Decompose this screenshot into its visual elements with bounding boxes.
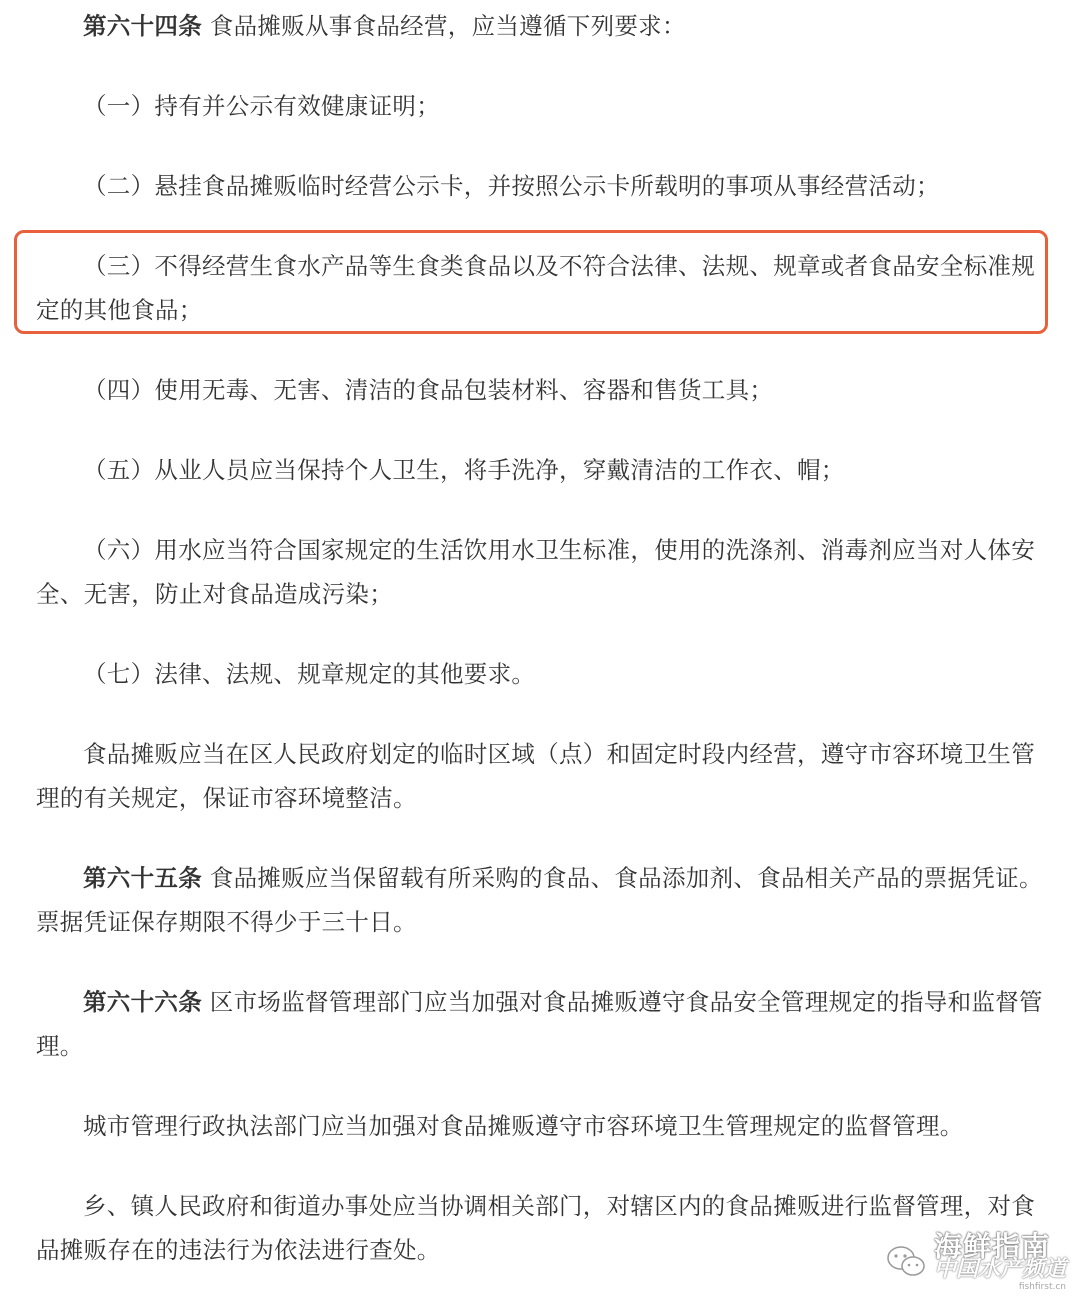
article-64-text: 食品摊贩从事食品经营，应当遵循下列要求： [209,12,686,40]
article-64-paragraph: 食品摊贩应当在区人民政府划定的临时区域（点）和固定时段内经营，遵守市容环境卫生管理的有关规定，保证市容环境整洁。 [36,740,1035,812]
article-66-text: 区市场监督管理部门应当加强对食品摊贩遵守食品安全管理规定的指导和监督管理。 [36,988,1043,1060]
article-64-label: 第六十四条 [83,12,202,40]
watermark-url: fishfirst.cn [1018,1281,1066,1292]
article-65 [36,856,1048,944]
watermark-title: 海鲜指南 [933,1229,1050,1263]
item-1: （一）持有并公示有效健康证明； [83,92,440,120]
article-64 [36,4,1048,48]
watermark-text [933,1229,1066,1292]
article-65-label: 第六十五条 [83,864,202,892]
watermark [886,1229,1066,1292]
article-65-text: 食品摊贩应当保留载有所采购的食品、食品添加剂、食品相关产品的票据凭证。票据凭证保存期限不得少于三十日。 [36,864,1043,936]
item-5: （五）从业人员应当保持个人卫生，将手洗净，穿戴清洁的工作衣、帽； [83,456,845,484]
item-6: （六）用水应当符合国家规定的生活饮用水卫生标准，使用的洗涤剂、消毒剂应当对人体安全、无害，防止对食品造成污染； [36,536,1035,608]
article-66-paragraph-2: 城市管理行政执法部门应当加强对食品摊贩遵守市容环境卫生管理规定的监督管理。 [83,1112,964,1140]
item-7: （七）法律、法规、规章规定的其他要求。 [83,660,536,688]
article-66 [36,980,1048,1068]
item-4: （四）使用无毒、无害、清洁的食品包装材料、容器和售货工具； [83,376,774,404]
wechat-icon [886,1245,926,1279]
item-3: （三）不得经营生食水产品等生食类食品以及不符合法律、法规、规章或者食品安全标准规定的其他食品； [36,252,1035,324]
item-2: （二）悬挂食品摊贩临时经营公示卡，并按照公示卡所载明的事项从事经营活动； [83,172,940,200]
article-66-paragraph-3: 乡、镇人民政府和街道办事处应当协调相关部门，对辖区内的食品摊贩进行监督管理，对食品摊贩存在的违法行为依法进行查处。 [36,1192,1035,1264]
watermark-subtitle: 中国水产频道 [933,1256,1066,1282]
article-66-label: 第六十六条 [83,988,202,1016]
